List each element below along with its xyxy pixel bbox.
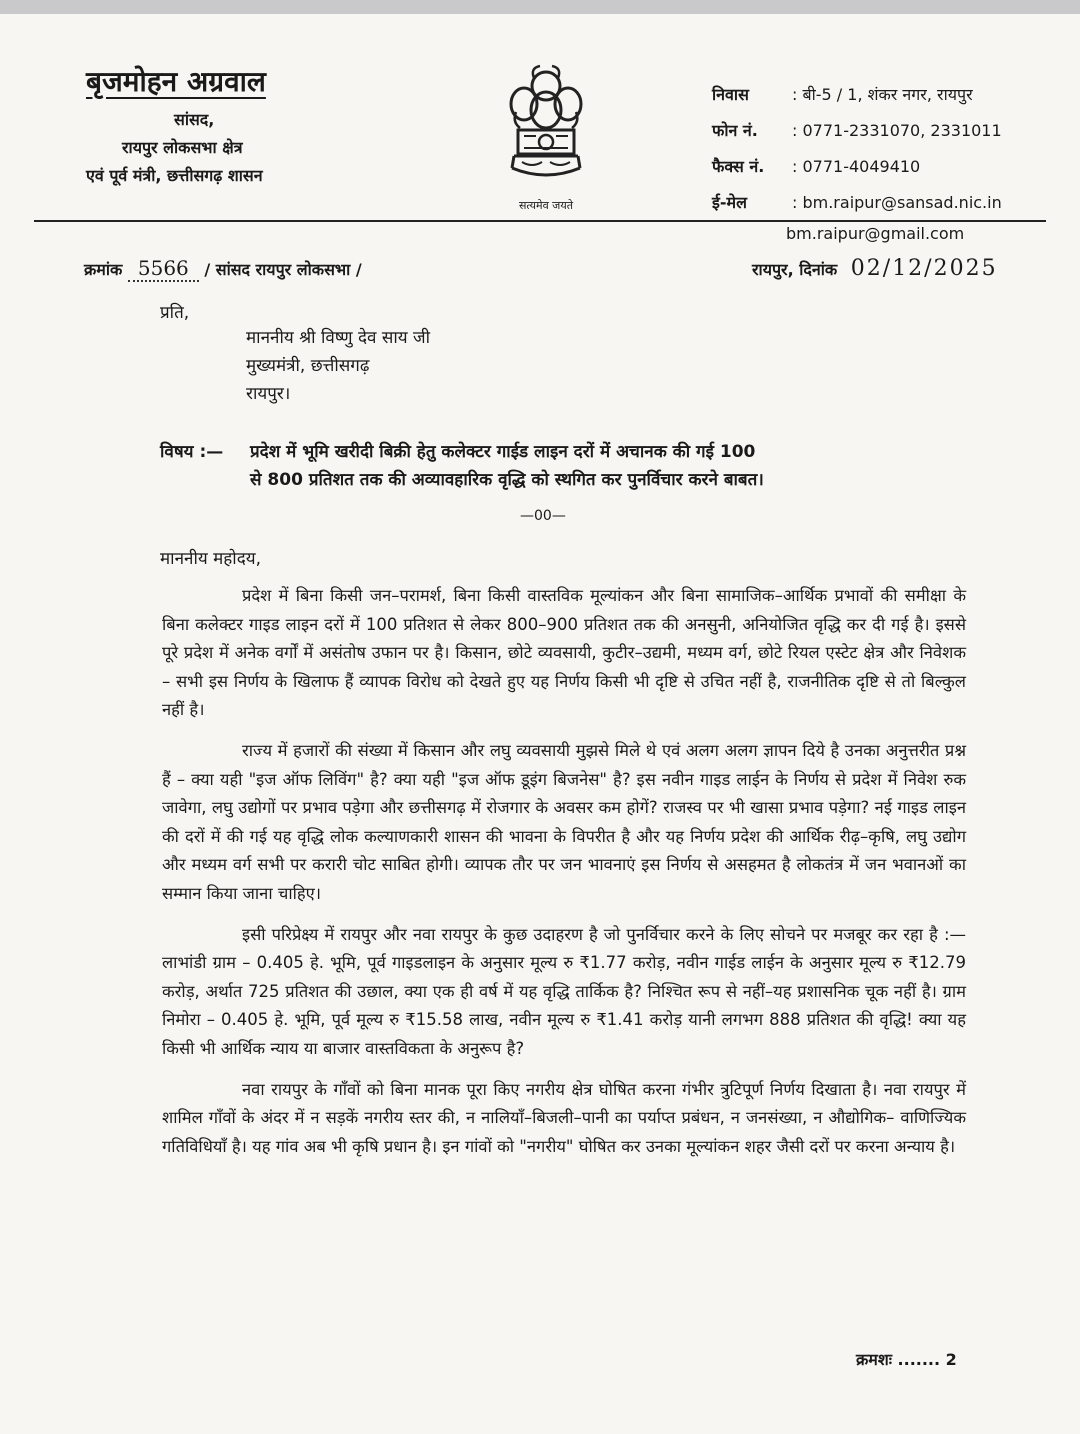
body-paragraph: राज्य में हजारों की संख्या में किसान और लघु व्यवसायी मुझसे मिले थे एवं अलग अलग ज्ञापन दिये है उनका अनुत्तरीत प्रश्न हैं – क्या यही "इज ऑफ लिविंग" है? क्या यही "इज ऑफ डूइंग बिजनेस" है? इस नवीन गाइड लाईन के निर्णय से प्रदेश में निवेश रुक जावेगा, लघु उद्योगों पर प्रभाव पड़ेगा और छत्तीसगढ़ में रोजगार के अवसर कम होगें? राजस्व पर भी खासा प्रभाव पड़ेगा? नई गाइड लाइन की दरों में की गई यह वृद्धि लोक कल्याणकारी शासन की भावना के विपरीत है और यह निर्णय प्रदेश की आर्थिक रीढ़–कृषि, लघु उद्योग और मध्यम वर्ग सभी पर करारी चोट साबित होगी। व्यापक तौर पर जन भावनाएं इस निर्णय से असहमत है लोकतंत्र में जन भवानओं का सम्मान किया जाना चाहिए। bbox=[162, 740, 966, 903]
date-label: रायपुर, दिनांक bbox=[752, 260, 838, 279]
contact-email bbox=[712, 184, 1042, 220]
letterhead-sender bbox=[86, 62, 386, 190]
sender-name: बृजमोहन अग्रवाल bbox=[86, 65, 266, 98]
subject-line-1: प्रदेश में भूमि खरीदी बिक्री हेतु कलेक्टर गाईड लाइन दरों में अचानक की गई 100 bbox=[250, 442, 756, 462]
date-value: 02/12/2025 bbox=[850, 256, 998, 281]
lion-capital-icon bbox=[504, 64, 588, 194]
phone-value: : 0771-2331070, 2331011 bbox=[792, 120, 1002, 140]
sender-constituency: रायपुर लोकसभा क्षेत्र bbox=[122, 138, 243, 157]
sender-former-post: एवं पूर्व मंत्री, छत्तीसगढ़ शासन bbox=[86, 166, 263, 185]
subject-label: विषय :— bbox=[160, 442, 224, 462]
reference-label: क्रमांक bbox=[84, 260, 123, 279]
letterhead-divider bbox=[34, 220, 1046, 222]
letter-body bbox=[162, 582, 966, 1173]
subject-line-2: से 800 प्रतिशत तक की अव्यावहारिक वृद्धि को स्थगित कर पुनर्विचार करने बाबत। bbox=[250, 470, 764, 490]
contact-fax bbox=[712, 148, 1042, 184]
to-label: प्रति, bbox=[160, 303, 190, 323]
residence-value: : बी-5 / 1, शंकर नगर, रायपुर bbox=[792, 85, 973, 104]
national-emblem bbox=[498, 64, 594, 213]
emblem-motto: सत्यमेव जयते bbox=[518, 199, 573, 212]
salutation: माननीय महोदय, bbox=[160, 549, 261, 569]
subject-divider: —00— bbox=[520, 508, 566, 524]
phone-label: फोन नं. bbox=[712, 121, 758, 140]
continued-marker: क्रमशः ....... 2 bbox=[856, 1350, 957, 1369]
fax-label: फैक्स नं. bbox=[712, 157, 765, 176]
contact-phone bbox=[712, 112, 1042, 148]
body-paragraph: प्रदेश में बिना किसी जन–परामर्श, बिना किसी वास्तविक मूल्यांकन और बिना सामाजिक–आर्थिक प्रभावों की समीक्षा के बिना कलेक्टर गाइड लाइन दरों में 100 प्रतिशत से लेकर 800–900 प्रतिशत तक की अनसुनी, अनियोजित वृद्धि कर दी गई है। इससे पूरे प्रदेश में अनेक वर्गों में असंतोष उफान पर है। किसान, छोटे व्यवसायी, कुटीर–उद्यमी, मध्यम वर्ग, छोटे रियल एस्टेट क्षेत्र और निवेशक – सभी इस निर्णय के खिलाफ हैं व्यापक विरोध को देखते हुए यह निर्णय किसी भी दृष्टि से उचित नहीं है, राजनीतिक दृष्टि से तो बिल्कुल नहीं है। bbox=[162, 586, 966, 720]
letter-page bbox=[0, 14, 1080, 1434]
email-value-1: : bm.raipur@sansad.nic.in bbox=[792, 192, 1002, 212]
body-paragraph: नवा रायपुर के गाँवों को बिना मानक पूरा किए नगरीय क्षेत्र घोषित करना गंभीर त्रुटिपूर्ण निर्णय दिखाता है। नवा रायपुर में शामिल गाँवों के अंदर में न सड़कें नगरीय स्तर की, न नालियाँ–बिजली–पानी का पर्याप्त प्रबंधन, न जनसंख्या, न औद्योगिक– वाणिज्यिक गतिविधियाँ है। यह गांव अब भी कृषि प्रधान है। इन गांवों को "नगरीय" घोषित कर उनका मूल्यांकन शहर जैसी दरों पर करना अन्याय है। bbox=[162, 1079, 966, 1156]
reference-suffix: / सांसद रायपुर लोकसभा / bbox=[204, 260, 362, 279]
subject-block bbox=[160, 438, 966, 494]
contact-residence bbox=[712, 76, 1042, 112]
top-band bbox=[0, 0, 1080, 14]
recipient-address bbox=[246, 324, 430, 408]
email-label: ई-मेल bbox=[712, 193, 747, 212]
date-line bbox=[752, 256, 998, 281]
letterhead-contact bbox=[712, 76, 1042, 248]
fax-value: : 0771-4049410 bbox=[792, 156, 921, 176]
body-paragraph: इसी परिप्रेक्ष्य में रायपुर और नवा रायपुर के कुछ उदाहरण है जो पुनर्विचार करने के लिए सोचने पर मजबूर कर रहा है :— लाभांडी ग्राम – 0.405 हे. भूमि, पूर्व गाइडलाइन के अनुसार मूल्य रु ₹1.77 करोड़, नवीन गाईड लाईन के अनुसार मूल्य रु ₹12.79 करोड़, अर्थात 725 प्रतिशत की उछाल, क्या एक ही वर्ष में यह वृद्धि तार्किक है? निश्चित रूप से नहीं–यह प्रशासनिक चूक नहीं है। ग्राम निमोरा – 0.405 हे. भूमि, पूर्व मूल्य रु ₹15.58 लाख, नवीन मूल्य रु ₹1.41 करोड़ यानी लगभग 888 प्रतिशत की वृद्धि! क्या यह किसी भी आर्थिक न्याय या बाजार वास्तविकता के अनुरूप है? bbox=[162, 924, 966, 1058]
email-value-2: bm.raipur@gmail.com bbox=[786, 224, 965, 243]
recipient-city: रायपुर। bbox=[246, 384, 291, 404]
recipient-title: मुख्यमंत्री, छत्तीसगढ़ bbox=[246, 356, 370, 376]
sender-designation: सांसद, bbox=[174, 110, 215, 129]
recipient-name: माननीय श्री विष्णु देव साय जी bbox=[246, 328, 431, 348]
residence-label: निवास bbox=[712, 85, 749, 104]
reference-line bbox=[84, 256, 362, 280]
reference-number: 5566 bbox=[128, 256, 199, 282]
